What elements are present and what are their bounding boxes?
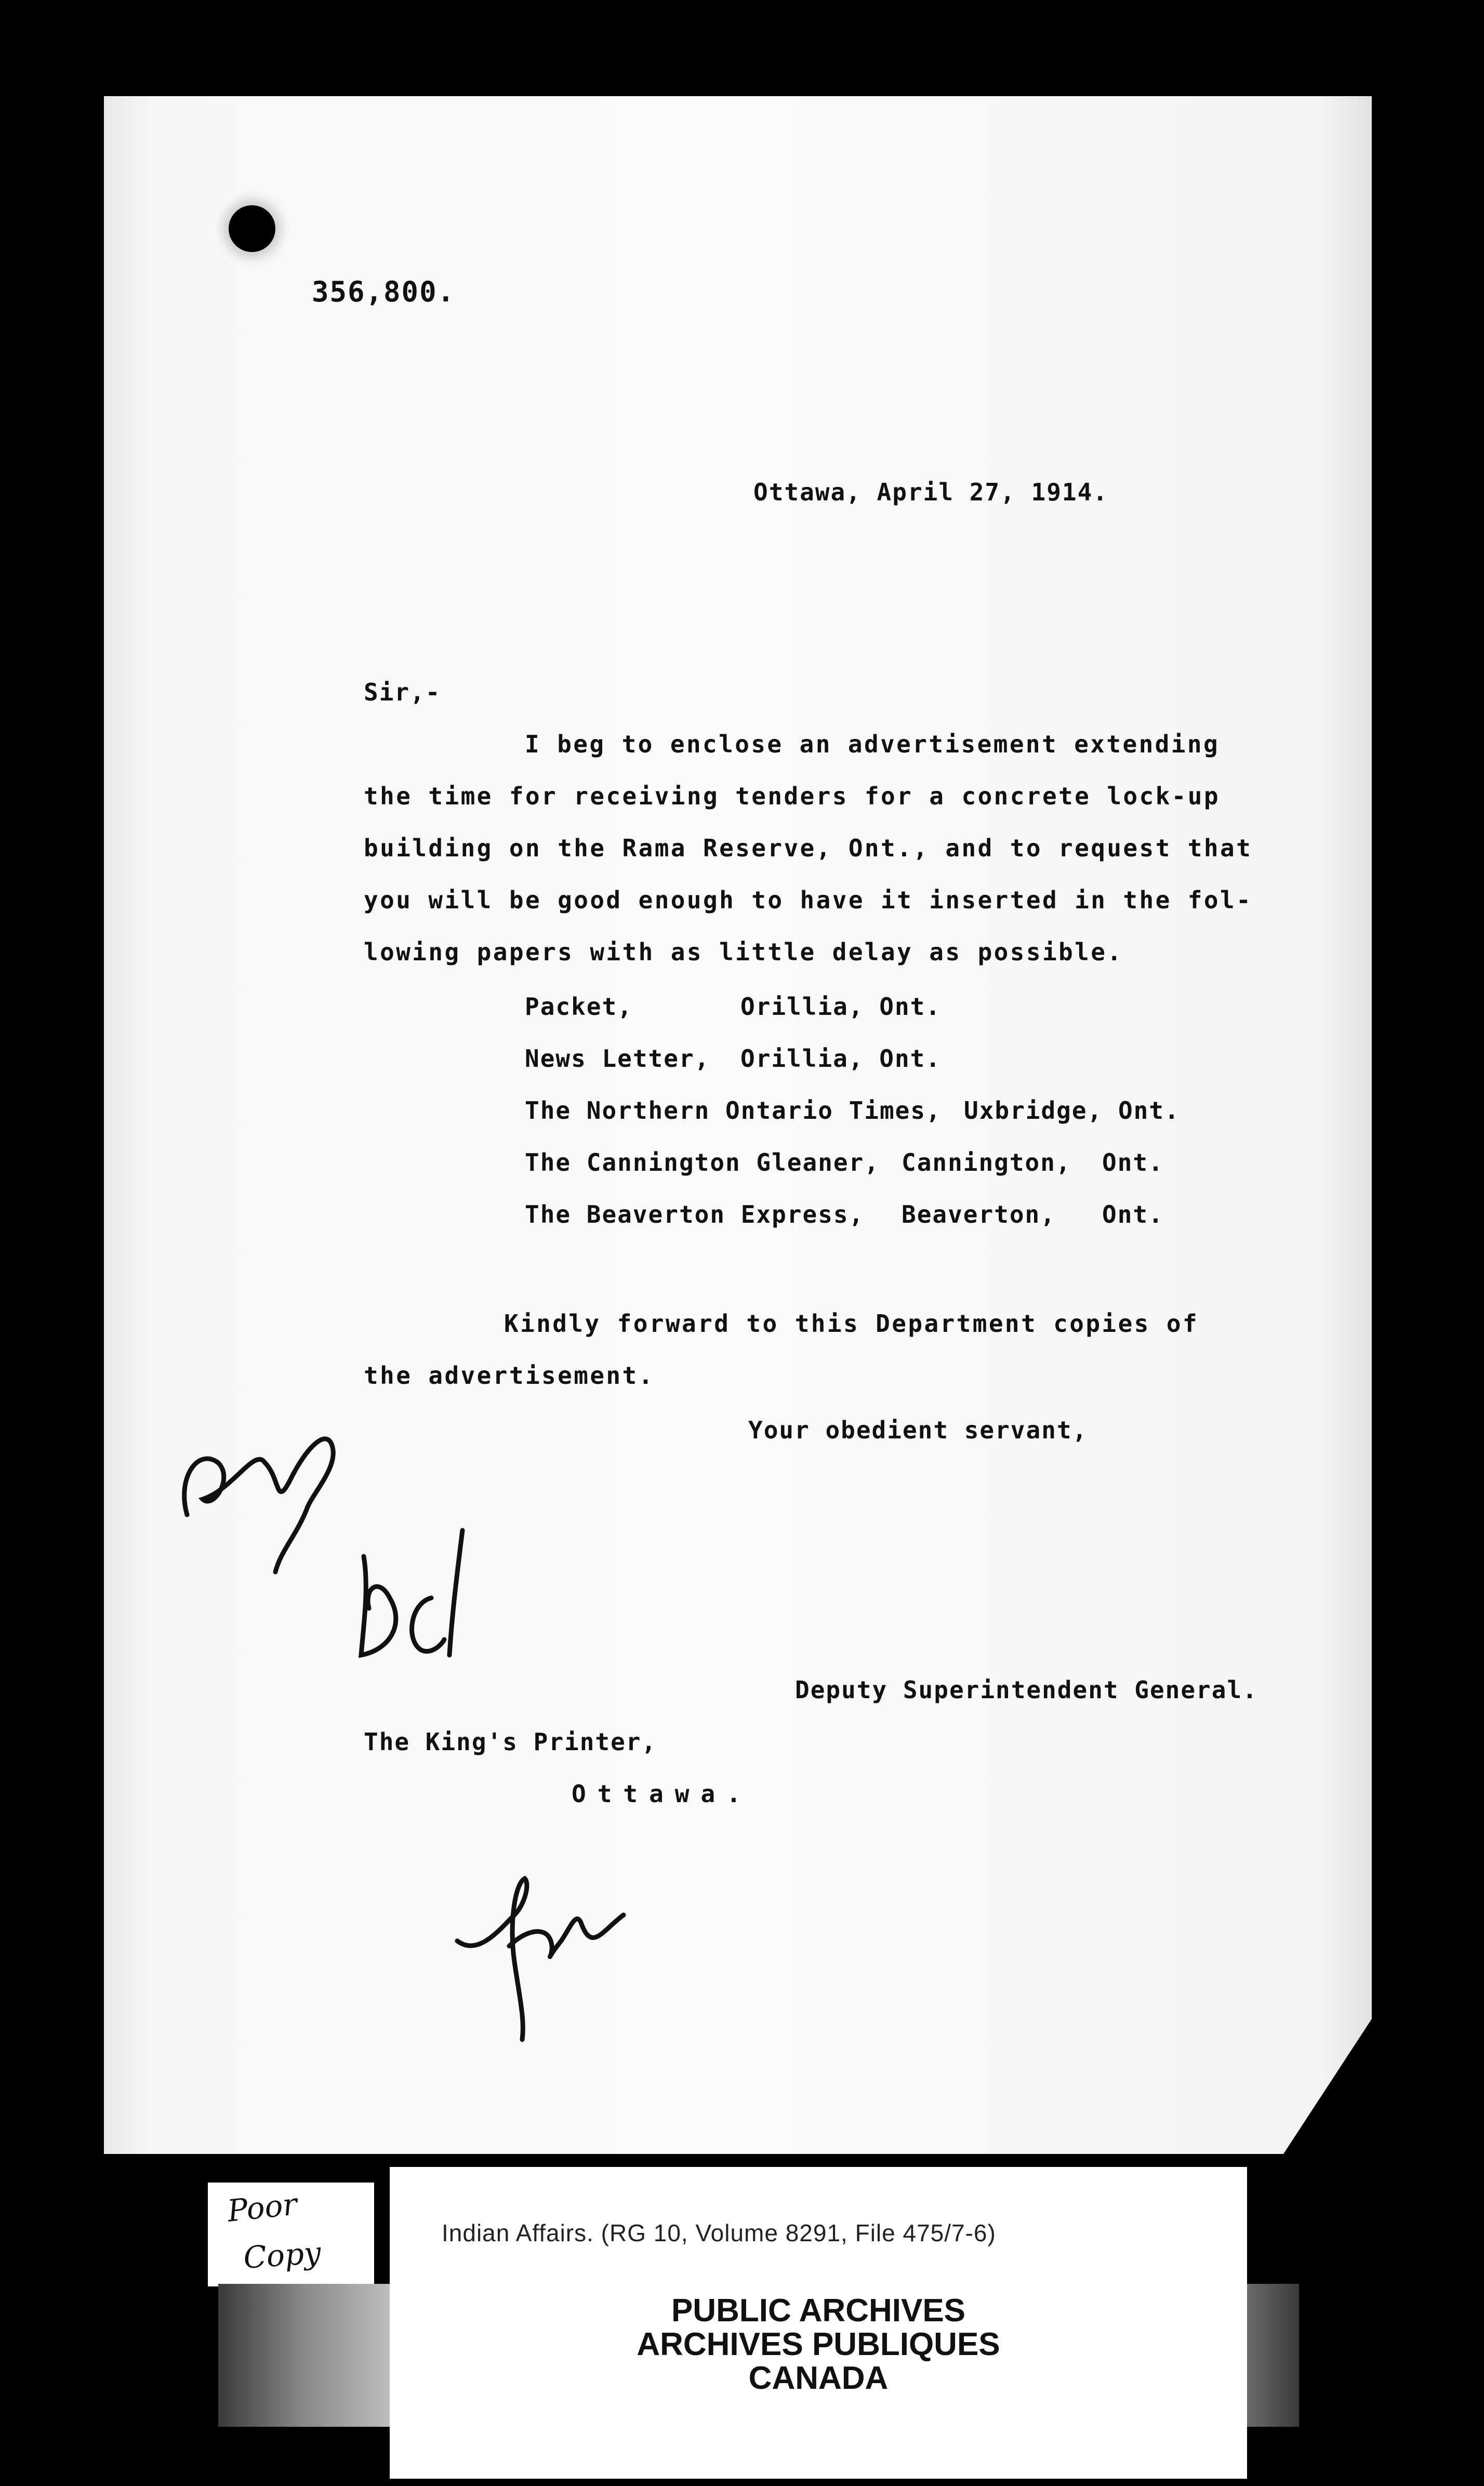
archive-name-en: PUBLIC ARCHIVES [671, 2293, 966, 2329]
paper-place: Beaverton, Ont. [902, 1200, 1164, 1228]
paper-name: The Cannington Gleaner, [525, 1148, 880, 1176]
salutation: Sir,- [364, 678, 441, 706]
dateline: Ottawa, April 27, 1914. [753, 478, 1108, 506]
paper-place: Uxbridge, Ont. [964, 1096, 1180, 1125]
closing-line: Kindly forward to this Department copies of [504, 1310, 1199, 1338]
archive-name-fr: ARCHIVES PUBLIQUES [637, 2326, 1000, 2362]
body-line: lowing papers with as little delay as possible. [364, 938, 1123, 966]
paper-name: The Beaverton Express, [525, 1200, 865, 1228]
signature-title: Deputy Superintendent General. [795, 1676, 1258, 1704]
paper-name: Packet, [525, 993, 633, 1021]
addressee: The King's Printer, [364, 1728, 657, 1756]
file-number: 356,800. [312, 275, 456, 308]
archive-label [390, 2167, 1247, 2479]
addressee-city: Ottawa. [572, 1780, 752, 1808]
archive-country: CANADA [748, 2360, 889, 2396]
paper-name: News Letter, [525, 1044, 710, 1073]
punch-hole [229, 205, 275, 252]
closing-line: the advertisement. [364, 1361, 655, 1390]
body-line: the time for receiving tenders for a concrete lock-up [364, 782, 1220, 810]
paper-place: Orillia, Ont. [740, 1044, 942, 1073]
body-line: you will be good enough to have it inserted in the fol- [364, 886, 1253, 914]
letter-page [104, 96, 1372, 2154]
paper-place: Orillia, Ont. [740, 993, 942, 1021]
svg-text:Copy: Copy [242, 2234, 322, 2276]
poor-copy-handwriting [208, 2183, 374, 2286]
handwritten-initial-bottom [436, 1811, 675, 2050]
page-corner-fold [1283, 2019, 1372, 2154]
body-line: building on the Rama Reserve, Ont., and to request that [364, 834, 1253, 862]
svg-text:Poor: Poor [226, 2186, 299, 2229]
paper-name: The Northern Ontario Times, [525, 1096, 942, 1125]
handwritten-initial-dcl [333, 1520, 488, 1676]
poor-copy-label [208, 2183, 374, 2286]
body-line: I beg to enclose an advertisement extending [525, 730, 1220, 758]
complimentary-close: Your obedient servant, [748, 1416, 1088, 1444]
archive-reference: Indian Affairs. (RG 10, Volume 8291, File 475/7-6) [442, 2219, 996, 2246]
paper-place: Cannington, Ont. [902, 1148, 1164, 1176]
